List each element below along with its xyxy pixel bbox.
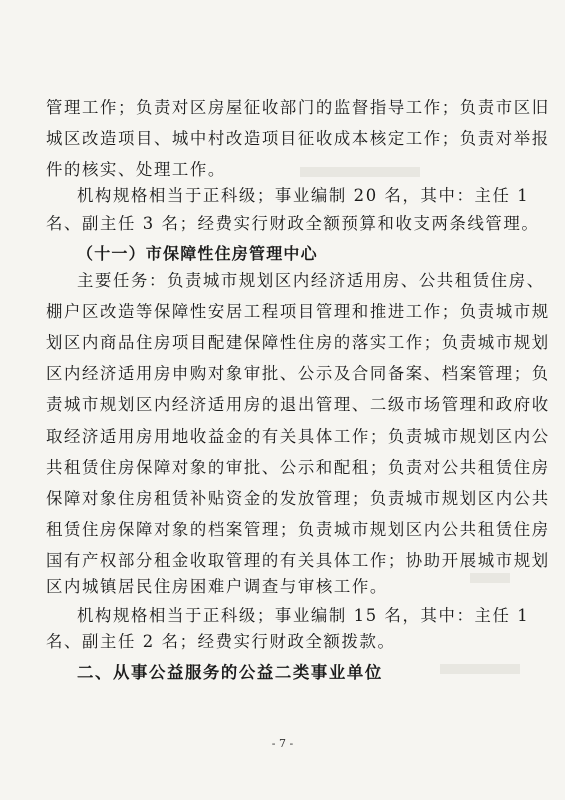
- text-line: 机构规格相当于正科级；事业编制 15 名，其中：主任 1: [77, 606, 530, 625]
- text-line: 城区改造项目、城中村改造项目征收成本核定工作；负责对举报: [46, 129, 550, 148]
- text-line: 保障对象住房租赁补贴资金的发放管理；负责城市规划区内公共: [46, 489, 550, 508]
- text-line: 棚户区改造等保障性安居工程项目管理和推进工作；负责城市规: [46, 302, 550, 321]
- text-line: 划区内商品住房项目配建保障性住房的落实工作；负责城市规划: [46, 333, 550, 352]
- text-line: 件的核实、处理工作。: [46, 160, 226, 179]
- text-line: 主要任务：负责城市规划区内经济适用房、公共租赁住房、: [77, 271, 545, 290]
- text-line: 共租赁住房保障对象的审批、公示和配租；负责对公共租赁住房: [46, 458, 550, 477]
- text-line: 区内城镇居民住房困难户调查与审核工作。: [46, 577, 388, 596]
- sub-heading: （十一）市保障性住房管理中心: [77, 244, 318, 263]
- text-line: 名、副主任 3 名；经费实行财政全额预算和收支两条线管理。: [46, 214, 540, 233]
- text-line: 责城市规划区内经济适用房的退出管理、二级市场管理和政府收: [46, 395, 550, 414]
- page-number: - 7 -: [271, 737, 294, 750]
- text-line: 区内经济适用房申购对象审批、公示及合同备案、档案管理；负: [46, 364, 550, 383]
- text-line: 取经济适用房用地收益金的有关具体工作；负责城市规划区内公: [46, 427, 550, 446]
- text-line: 名、副主任 2 名；经费实行财政全额拨款。: [46, 632, 396, 651]
- text-line: 机构规格相当于正科级；事业编制 20 名，其中：主任 1: [77, 186, 530, 205]
- text-line: 租赁住房保障对象的档案管理；负责城市规划区内公共租赁住房: [46, 520, 550, 539]
- text-line: 国有产权部分租金收取管理的有关具体工作；协助开展城市规划: [46, 551, 550, 570]
- section-heading: 二、从事公益服务的公益二类事业单位: [77, 663, 383, 682]
- text-line: 管理工作；负责对区房屋征收部门的监督指导工作；负责市区旧: [46, 98, 550, 117]
